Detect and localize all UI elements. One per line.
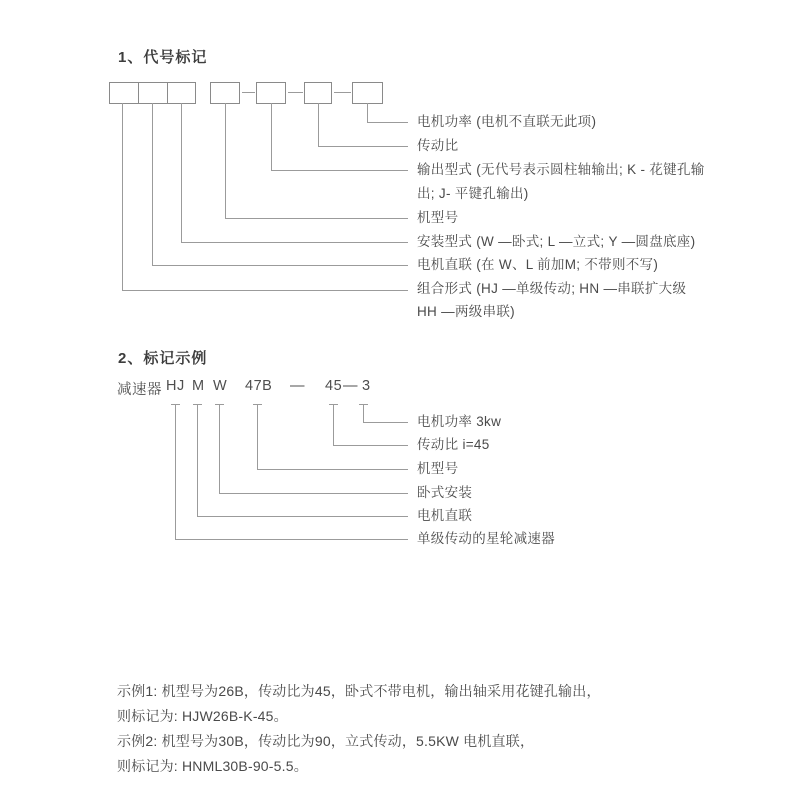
example-text-3: 示例2: 机型号为30B，传动比为90，立式传动，5.5KW 电机直联， xyxy=(117,733,535,749)
section1-title: 1、代号标记 xyxy=(118,49,208,66)
dash-connector xyxy=(288,92,303,93)
callout-line xyxy=(363,422,408,423)
example-text-1: 示例1: 机型号为26B，传动比为45，卧式不带电机，输出轴采用花键孔输出， xyxy=(117,683,601,699)
example-label-reducer: 单级传动的星轮减速器 xyxy=(417,531,555,546)
example-label-power: 电机功率 3kw xyxy=(417,414,502,429)
field-label-combination: 组合形式 (HJ —单级传动; HN —串联扩大级 xyxy=(417,281,687,296)
code-part-mounting: W xyxy=(213,378,228,394)
code-box-5 xyxy=(256,82,286,104)
code-part-model: 47B xyxy=(245,378,273,394)
field-label-output-type: 输出型式 (无代号表示圆柱轴输出; K - 花键孔输 xyxy=(417,162,705,177)
code-box-cell-2 xyxy=(138,82,168,104)
callout-line xyxy=(122,103,123,291)
field-label-combination-cont: HH —两级串联) xyxy=(417,304,515,319)
example-text-2: 则标记为: HJW26B-K-45。 xyxy=(117,708,288,724)
callout-line xyxy=(271,170,408,171)
field-label-ratio: 传动比 xyxy=(417,138,459,153)
example-label-direct: 电机直联 xyxy=(417,508,473,523)
code-part-motor-direct: M xyxy=(192,378,205,394)
callout-line xyxy=(225,103,226,219)
callout-line xyxy=(181,242,408,243)
callout-line xyxy=(175,539,408,540)
callout-line xyxy=(318,103,319,147)
example-label-ratio: 传动比 i=45 xyxy=(417,437,490,452)
example-label-model: 机型号 xyxy=(417,461,459,476)
callout-line xyxy=(219,404,220,494)
callout-line xyxy=(367,103,368,123)
code-part-dash-1: — xyxy=(290,378,305,394)
callout-line xyxy=(181,103,182,243)
callout-line xyxy=(363,404,364,423)
field-label-mounting: 安装型式 (W —卧式; L —立式; Y —圆盘底座) xyxy=(417,234,696,249)
example-code-prefix: 减速器 xyxy=(117,382,162,398)
code-box-4 xyxy=(210,82,240,104)
callout-line xyxy=(333,404,334,446)
example-label-mounting: 卧式安装 xyxy=(417,485,473,500)
callout-line xyxy=(197,404,198,517)
dash-connector xyxy=(334,92,351,93)
section2-title: 2、标记示例 xyxy=(118,350,208,367)
callout-line xyxy=(122,290,408,291)
code-box-cell-1 xyxy=(109,82,139,104)
callout-line xyxy=(257,469,408,470)
callout-line xyxy=(219,493,408,494)
field-label-model: 机型号 xyxy=(417,210,459,225)
code-part-power: 3 xyxy=(362,378,371,394)
field-label-motor-direct: 电机直联 (在 W、L 前加M; 不带则不写) xyxy=(417,257,659,272)
callout-line xyxy=(225,218,408,219)
code-box-7 xyxy=(352,82,383,104)
code-part-combination: HJ xyxy=(166,378,185,394)
callout-line xyxy=(257,404,258,470)
callout-line xyxy=(175,404,176,540)
callout-line xyxy=(152,103,153,266)
callout-line xyxy=(152,265,408,266)
example-text-4: 则标记为: HNML30B-90-5.5。 xyxy=(117,758,308,774)
callout-line xyxy=(318,146,408,147)
code-part-dash-2: — xyxy=(343,378,358,394)
callout-line xyxy=(333,445,408,446)
callout-line xyxy=(197,516,408,517)
callout-line xyxy=(271,103,272,171)
code-box-cell-3 xyxy=(167,82,196,104)
code-box-6 xyxy=(304,82,332,104)
field-label-motor-power: 电机功率 (电机不直联无此项) xyxy=(417,114,597,129)
dash-connector xyxy=(242,92,255,93)
callout-line xyxy=(367,122,408,123)
code-part-ratio: 45 xyxy=(325,378,343,394)
field-label-output-type-cont: 出; J- 平键孔输出) xyxy=(417,186,529,201)
